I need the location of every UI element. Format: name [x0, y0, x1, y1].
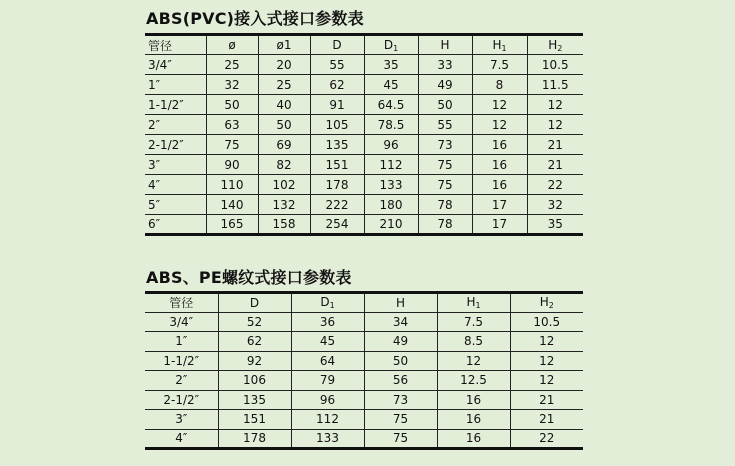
table1-header-cell — [206, 35, 258, 55]
table1-cell-value: 32 — [527, 195, 583, 215]
table1-cell-value: 158 — [258, 215, 310, 235]
table1-cell-value: 55 — [310, 55, 364, 75]
table1-cell-value: 25 — [206, 55, 258, 75]
table1-header-cell — [527, 35, 583, 55]
table1-cell-value: 11.5 — [527, 75, 583, 95]
table1-header-cell — [364, 35, 418, 55]
table1-header-cell — [418, 35, 472, 55]
table2-header-label: D — [249, 295, 260, 310]
table1-cell-value: 50 — [258, 115, 310, 135]
table1-header-subscript: 2 — [557, 43, 563, 53]
table1-cell-value: 35 — [527, 215, 583, 235]
table1-cell-value: 112 — [364, 155, 418, 175]
table1-title: ABS(PVC)接入式接口参数表 — [146, 9, 364, 28]
table1-cell-value: 151 — [310, 155, 364, 175]
table1-row — [145, 175, 583, 195]
table1-header-subscript: 1 — [501, 43, 507, 53]
table1-cell-value: 133 — [364, 175, 418, 195]
table1-cell-value: 7.5 — [472, 55, 527, 75]
table1-cell-pipe-size: 6″ — [145, 215, 206, 235]
table1-cell-value: 140 — [206, 195, 258, 215]
table2-cell-value: 12 — [510, 332, 583, 352]
table2-cell-pipe-size: 3″ — [145, 410, 218, 430]
table1-cell-value: 73 — [418, 135, 472, 155]
table1-header-label: H — [440, 38, 450, 52]
table1-cell-value: 12 — [472, 95, 527, 115]
table1-cell-value: 12 — [527, 95, 583, 115]
table2-cell-value: 62 — [218, 332, 291, 352]
table1-cell-value: 69 — [258, 135, 310, 155]
table2-cell-value: 135 — [218, 390, 291, 410]
table1-cell-value: 64.5 — [364, 95, 418, 115]
table1-cell-value: 12 — [527, 115, 583, 135]
table1-cell-value: 32 — [206, 75, 258, 95]
table1-header-subscript: 1 — [393, 43, 399, 53]
table2-cell-value: 133 — [291, 429, 364, 449]
table2-header-subscript: 2 — [548, 301, 554, 311]
table1-cell-value: 8 — [472, 75, 527, 95]
table2-cell-value: 75 — [364, 429, 437, 449]
table2-cell-value: 52 — [218, 312, 291, 332]
table2-cell-value: 34 — [364, 312, 437, 332]
table1-cell-value: 78.5 — [364, 115, 418, 135]
table1-body — [145, 55, 583, 235]
table2-cell-value: 7.5 — [437, 312, 510, 332]
table2-cell-value: 16 — [437, 429, 510, 449]
table2-cell-pipe-size: 3/4″ — [145, 312, 218, 332]
table2-header-cell — [218, 293, 291, 313]
table2-cell-pipe-size: 4″ — [145, 429, 218, 449]
table2-header-subscript: 1 — [329, 301, 335, 311]
table2-cell-pipe-size: 2″ — [145, 371, 218, 391]
table2-cell-value: 45 — [291, 332, 364, 352]
table2-cell-value: 12 — [510, 351, 583, 371]
table1-cell-value: 20 — [258, 55, 310, 75]
table1-cell-value: 78 — [418, 215, 472, 235]
table1-cell-value: 210 — [364, 215, 418, 235]
table2-cell-value: 16 — [437, 390, 510, 410]
table2-cell-value: 49 — [364, 332, 437, 352]
table2-cell-value: 96 — [291, 390, 364, 410]
table1-row — [145, 215, 583, 235]
table1-cell-pipe-size: 5″ — [145, 195, 206, 215]
table2-cell-pipe-size: 1-1/2″ — [145, 351, 218, 371]
table2-cell-value: 64 — [291, 351, 364, 371]
table2-cell-value: 92 — [218, 351, 291, 371]
table1-cell-value: 75 — [206, 135, 258, 155]
table1-header-cell — [310, 35, 364, 55]
table2-row — [145, 332, 583, 352]
table1-cell-value: 254 — [310, 215, 364, 235]
table2-row — [145, 410, 583, 430]
table1-cell-value: 12 — [472, 115, 527, 135]
table2-body — [145, 312, 583, 449]
table2-cell-value: 50 — [364, 351, 437, 371]
table1-header-label: 管径 — [148, 38, 173, 53]
table1-cell-pipe-size: 3″ — [145, 155, 206, 175]
table2-row — [145, 429, 583, 449]
table1-cell-value: 49 — [418, 75, 472, 95]
table2-cell-value: 178 — [218, 429, 291, 449]
table2-cell-value: 22 — [510, 429, 583, 449]
table1-row — [145, 55, 583, 75]
table1-cell-value: 75 — [418, 155, 472, 175]
table2-row — [145, 390, 583, 410]
table1-header-label: H — [548, 37, 558, 52]
table2-header-label: H — [466, 295, 476, 310]
table2-header-label: 管径 — [169, 296, 194, 311]
table1-cell-value: 78 — [418, 195, 472, 215]
table1-cell-value: 55 — [418, 115, 472, 135]
table1-cell-value: 75 — [418, 175, 472, 195]
table1-row — [145, 195, 583, 215]
table1-cell-value: 165 — [206, 215, 258, 235]
table1-cell-value: 222 — [310, 195, 364, 215]
table1-row — [145, 95, 583, 115]
table2-abs-pe-thread-params — [145, 291, 583, 450]
table1-row — [145, 115, 583, 135]
table1-cell-value: 63 — [206, 115, 258, 135]
table1-cell-pipe-size: 1″ — [145, 75, 206, 95]
table2-title: ABS、PE螺纹式接口参数表 — [146, 268, 352, 287]
table2-header-label: H — [539, 295, 549, 310]
table1-cell-value: 16 — [472, 175, 527, 195]
table2-cell-value: 10.5 — [510, 312, 583, 332]
table1-cell-value: 91 — [310, 95, 364, 115]
table2-header-cell — [364, 293, 437, 313]
table2-header-cell — [437, 293, 510, 313]
table1-cell-value: 62 — [310, 75, 364, 95]
table1-header-label: D — [383, 37, 394, 52]
table1-cell-value: 22 — [527, 175, 583, 195]
table1-cell-pipe-size: 2-1/2″ — [145, 135, 206, 155]
table1-row — [145, 75, 583, 95]
table1-cell-value: 50 — [206, 95, 258, 115]
table1-abs-pvc-socket-params — [145, 33, 583, 236]
table1-cell-value: 178 — [310, 175, 364, 195]
table1-cell-value: 110 — [206, 175, 258, 195]
table1-row — [145, 155, 583, 175]
table1-cell-value: 82 — [258, 155, 310, 175]
table1-cell-value: 21 — [527, 135, 583, 155]
table1-header-cell — [258, 35, 310, 55]
table2-cell-value: 16 — [437, 410, 510, 430]
table2-cell-value: 12 — [437, 351, 510, 371]
table1-cell-value: 16 — [472, 155, 527, 175]
table1-cell-value: 21 — [527, 155, 583, 175]
table2-row — [145, 312, 583, 332]
table2-cell-value: 8.5 — [437, 332, 510, 352]
table2-header-cell — [510, 293, 583, 313]
table1-cell-value: 33 — [418, 55, 472, 75]
table2-cell-value: 12.5 — [437, 371, 510, 391]
table2-cell-value: 75 — [364, 410, 437, 430]
table1-cell-value: 135 — [310, 135, 364, 155]
table2-row — [145, 371, 583, 391]
table1-cell-value: 102 — [258, 175, 310, 195]
table2-cell-value: 21 — [510, 390, 583, 410]
table2-cell-value: 112 — [291, 410, 364, 430]
table1-cell-value: 50 — [418, 95, 472, 115]
table1-row — [145, 135, 583, 155]
table2-header-row — [145, 293, 583, 313]
table2-header-label: H — [395, 295, 406, 310]
table1-cell-value: 17 — [472, 215, 527, 235]
table2-cell-pipe-size: 2-1/2″ — [145, 390, 218, 410]
table1-cell-pipe-size: 2″ — [145, 115, 206, 135]
table1-header-label: ø1 — [276, 38, 292, 52]
table1-cell-pipe-size: 1-1/2″ — [145, 95, 206, 115]
table1-cell-value: 105 — [310, 115, 364, 135]
table1-cell-value: 35 — [364, 55, 418, 75]
table2-row — [145, 351, 583, 371]
table2-cell-value: 21 — [510, 410, 583, 430]
table1-cell-value: 40 — [258, 95, 310, 115]
table2-cell-pipe-size: 1″ — [145, 332, 218, 352]
table2-cell-value: 79 — [291, 371, 364, 391]
table1-cell-value: 45 — [364, 75, 418, 95]
table1-header-cell — [472, 35, 527, 55]
table2-cell-value: 73 — [364, 390, 437, 410]
table1-header-cell — [145, 35, 206, 55]
table1-header-row — [145, 35, 583, 55]
table2-cell-value: 36 — [291, 312, 364, 332]
table1-cell-value: 17 — [472, 195, 527, 215]
table1-cell-value: 132 — [258, 195, 310, 215]
table2-header-cell — [291, 293, 364, 313]
table1-cell-value: 180 — [364, 195, 418, 215]
table2-cell-value: 12 — [510, 371, 583, 391]
table1-header-label: D — [332, 38, 342, 52]
table2-cell-value: 56 — [364, 371, 437, 391]
table1-cell-value: 90 — [206, 155, 258, 175]
table1-cell-value: 25 — [258, 75, 310, 95]
table2-cell-value: 151 — [218, 410, 291, 430]
table2-cell-value: 106 — [218, 371, 291, 391]
table1-cell-value: 16 — [472, 135, 527, 155]
table1-header-label: ø — [228, 38, 236, 52]
table1-cell-pipe-size: 3/4″ — [145, 55, 206, 75]
table2-header-cell — [145, 293, 218, 313]
table2-header-subscript: 1 — [475, 301, 481, 311]
table2-header-label: D — [320, 295, 330, 310]
table1-cell-value: 96 — [364, 135, 418, 155]
table1-cell-value: 10.5 — [527, 55, 583, 75]
table1-cell-pipe-size: 4″ — [145, 175, 206, 195]
table1-header-label: H — [492, 37, 502, 52]
